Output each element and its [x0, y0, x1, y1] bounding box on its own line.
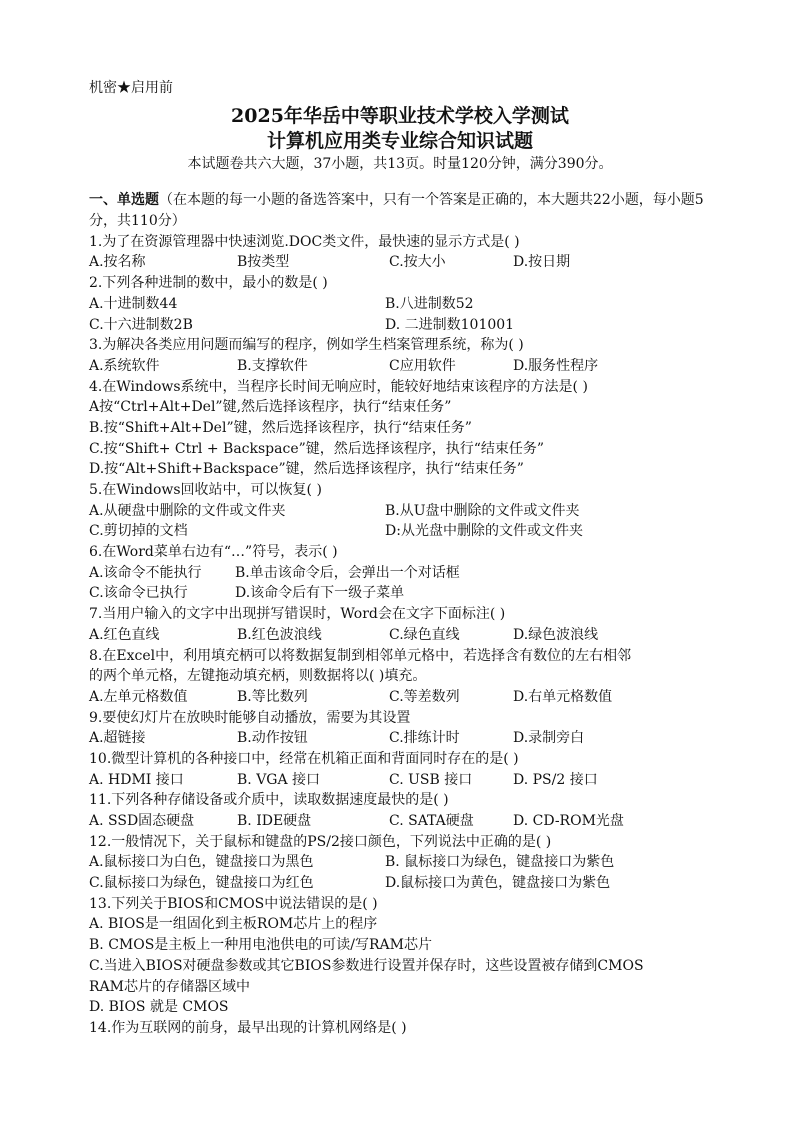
option-b: B. CMOS是主板上一种用电池供电的可读/写RAM芯片 [89, 937, 433, 954]
option-a: A.十进制数44 [89, 295, 178, 312]
question-2-options-row2 [89, 315, 711, 336]
option-a: A. HDMI 接口 [89, 771, 184, 788]
option-a: A.从硬盘中删除的文件或文件夹 [89, 502, 286, 519]
option-d: D.录制旁白 [513, 730, 585, 747]
option-a: A.按名称 [89, 254, 146, 271]
option-c: C.等差数列 [389, 688, 460, 705]
option-d: D:从光盘中删除的文件或文件夹 [385, 523, 583, 540]
option-a: A.该命令不能执行 [89, 564, 202, 581]
option-d: D.服务性程序 [513, 357, 599, 374]
option-d: D. PS/2 接口 [513, 771, 598, 788]
option-c: C.排练计时 [389, 730, 460, 747]
section-note: （在本题的每一小题的备选答案中，只有一个答案是正确的，本大题共22小题，每小题5分，共110分） [89, 192, 704, 230]
option-d: D.绿色波浪线 [513, 626, 599, 643]
option-c: C.十六进制数2B [89, 316, 193, 333]
option-a: A.左单元格数值 [89, 688, 188, 705]
option-d: D.该命令后有下一级子菜单 [235, 585, 405, 602]
question-1-options [89, 252, 711, 273]
question-6-options-row1 [89, 563, 711, 584]
option-c: C.绿色直线 [389, 626, 460, 643]
option-d: D.按日期 [513, 254, 571, 271]
option-c: C. SATA硬盘 [389, 813, 474, 830]
option-c: C. USB 接口 [389, 771, 473, 788]
question-1-stem: 1.为了在资源管理器中快速浏览.DOC类文件，最快速的显示方式是( ) [89, 233, 520, 250]
option-a: A.系统软件 [89, 357, 160, 374]
question-4-stem: 4.在Windows系统中，当程序长时间无响应时，能较好地结束该程序的方法是( ) [89, 378, 588, 395]
option-c: C.剪切掉的文档 [89, 523, 188, 540]
option-a: A. BIOS是一组固化到主板ROM芯片上的程序 [89, 916, 378, 933]
option-b: B.等比数列 [237, 688, 308, 705]
question-12-options-row1 [89, 852, 711, 873]
option-d: D.右单元格数值 [513, 688, 613, 705]
question-2-options-row1 [89, 294, 711, 315]
question-5-options-row1 [89, 501, 711, 522]
question-3-stem: 3.为解决各类应用问题而编写的程序，例如学生档案管理系统，称为( ) [89, 337, 524, 354]
exam-page [89, 78, 711, 1039]
question-9-stem: 9.要使幻灯片在放映时能够自动播放，需要为其设置 [89, 709, 411, 726]
question-7-stem: 7.当用户输入的文字中出现拼写错误时，Word会在文字下面标注( ) [89, 606, 506, 623]
question-7-options [89, 625, 711, 646]
question-11-stem: 11.下列各种存储设备或介质中，读取数据速度最快的是( ) [89, 792, 449, 809]
section-heading [89, 190, 711, 231]
confidential-mark: 机密★启用前 [89, 80, 173, 96]
question-14-stem: 14.作为互联网的前身，最早出现的计算机网络是( ) [89, 1019, 407, 1036]
option-c: C.按“Shift+ Ctrl + Backspace”键，然后选择该程序，执行“结束任务” [89, 440, 545, 457]
question-6-options-row2 [89, 583, 711, 604]
option-d: D.按“Alt+Shift+Backspace”键，然后选择该程序，执行“结束任务” [89, 461, 524, 478]
option-b: B.单击该命令后，会弹出一个对话框 [235, 564, 460, 581]
option-a: A.鼠标接口为白色，键盘接口为黑色 [89, 854, 314, 871]
question-8-options [89, 687, 711, 708]
option-a: A.红色直线 [89, 626, 160, 643]
question-8-stem-line2: 的两个单元格，左键拖动填充柄，则数据将以( )填充。 [89, 668, 427, 685]
section-title: 一、单选题 [89, 192, 159, 209]
question-12-options-row2 [89, 873, 711, 894]
option-a: A. SSD固态硬盘 [89, 813, 195, 830]
question-6-stem: 6.在Word菜单右边有“…”符号，表示( ) [89, 544, 338, 561]
question-10-options [89, 770, 711, 791]
exam-intro: 本试题卷共六大题，37小题，共13页。时量120分钟，满分390分。 [187, 155, 613, 172]
question-11-options [89, 811, 711, 832]
option-c: C.按大小 [389, 254, 446, 271]
option-b: B.八进制数52 [385, 295, 474, 312]
option-a: A按“Ctrl+Alt+Del”键,然后选择该程序，执行“结束任务” [89, 399, 452, 416]
question-13-stem: 13.下列关于BIOS和CMOS中说法错误的是( ) [89, 895, 378, 912]
option-c: C应用软件 [389, 357, 456, 374]
option-b: B.从U盘中删除的文件或文件夹 [385, 502, 580, 519]
option-d: D.鼠标接口为黄色，键盘接口为紫色 [385, 875, 611, 892]
question-10-stem: 10.微型计算机的各种接口中，经常在机箱正面和背面同时存在的是( ) [89, 750, 519, 767]
option-c-line2: RAM芯片的存储器区域中 [89, 978, 250, 995]
option-b: B. 鼠标接口为绿色，键盘接口为紫色 [385, 854, 615, 871]
question-9-options [89, 728, 711, 749]
option-b: B.动作按钮 [237, 730, 308, 747]
question-8-stem-line1: 8.在Excel中，利用填充柄可以将数据复制到相邻单元格中，若选择含有数位的左右相邻 [89, 647, 632, 664]
option-b: B. IDE硬盘 [237, 813, 312, 830]
option-b: B.支撑软件 [237, 357, 308, 374]
option-c: C.该命令已执行 [89, 585, 188, 602]
option-b: B按类型 [237, 254, 290, 271]
question-12-stem: 12.一般情况下，关于鼠标和键盘的PS/2接口颜色，下列说法中正确的是( ) [89, 833, 552, 850]
option-d: D. BIOS 就是 CMOS [89, 999, 229, 1016]
exam-title: 2025年华岳中等职业技术学校入学测试 [231, 104, 569, 127]
question-5-options-row2 [89, 521, 711, 542]
option-c-line1: C.当进入BIOS对硬盘参数或其它BIOS参数进行设置并保存时，这些设置被存储到CMOS [89, 957, 644, 974]
option-a: A.超链接 [89, 730, 146, 747]
option-b: B.按“Shift+Alt+Del”键，然后选择该程序，执行“结束任务” [89, 419, 472, 436]
question-3-options [89, 356, 711, 377]
question-5-stem: 5.在Windows回收站中，可以恢复( ) [89, 482, 322, 499]
option-c: C.鼠标接口为绿色，键盘接口为红色 [89, 875, 314, 892]
option-d: D. 二进制数101001 [385, 316, 515, 333]
question-2-stem: 2.下列各种进制的数中，最小的数是( ) [89, 275, 328, 292]
option-b: B.红色波浪线 [237, 626, 322, 643]
option-b: B. VGA 接口 [237, 771, 321, 788]
exam-subtitle: 计算机应用类专业综合知识试题 [266, 129, 533, 152]
option-d: D. CD-ROM光盘 [513, 813, 624, 830]
